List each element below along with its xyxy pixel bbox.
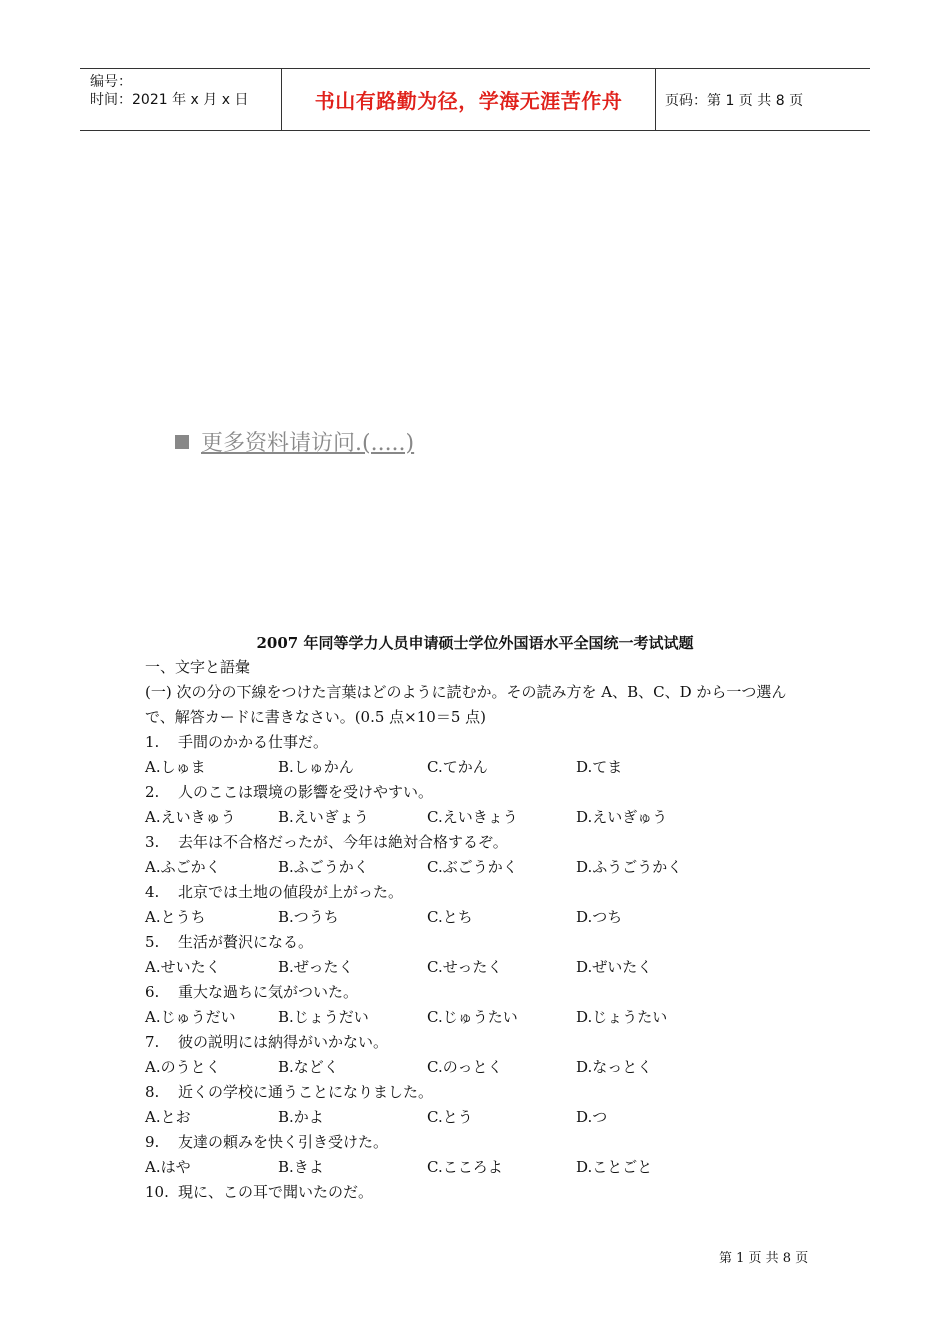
promo-link[interactable]: 更多资料请访问.(.....) [201, 431, 415, 456]
option-d: D.つ [576, 1108, 608, 1126]
question-text: 生活が贅沢になる。 [178, 933, 314, 951]
question-text: 北京では土地の値段が上がった。 [178, 883, 404, 901]
header-meta [90, 73, 248, 109]
promo-line [175, 426, 414, 457]
option-a: A.とうち [145, 908, 206, 926]
document-body [145, 655, 815, 1205]
document-title: 2007 年同等学力人员申请硕士学位外国语水平全国统一考试试题 [256, 634, 694, 652]
question-9 [145, 1130, 815, 1180]
header-page-info: 页码：第 1 页 共 8 页 [665, 92, 804, 109]
option-b: B.じょうだい [278, 1008, 369, 1026]
option-d: D.ぜいたく [576, 958, 653, 976]
page-footer: 第 1 页 共 8 页 [719, 1251, 809, 1266]
option-c: C.こころよ [427, 1158, 503, 1176]
page-header [80, 68, 870, 131]
time-label: 时间：2021 年 x 月 x 日 [90, 92, 249, 108]
number-label: 编号： [90, 74, 132, 90]
question-6 [145, 980, 815, 1030]
option-d: D.じょうたい [576, 1008, 668, 1026]
option-b: B.きよ [278, 1158, 324, 1176]
question-5 [145, 930, 815, 980]
question-number: 6. [145, 983, 160, 1001]
section-heading: 一、文字と語彙 [145, 658, 251, 676]
option-c: C.じゅうたい [427, 1008, 518, 1026]
option-d: D.てま [576, 758, 623, 776]
square-bullet-icon [175, 435, 189, 449]
question-number: 7. [145, 1033, 160, 1051]
option-c: C.とち [427, 908, 473, 926]
option-a: A.ふごかく [145, 858, 221, 876]
question-10 [145, 1180, 815, 1205]
question-number: 8. [145, 1083, 160, 1101]
question-text: 人のここは環境の影響を受けやすい。 [178, 783, 434, 801]
option-d: D.つち [576, 908, 623, 926]
question-number: 4. [145, 883, 160, 901]
option-b: B.かよ [278, 1108, 324, 1126]
option-d: D.ことごと [576, 1158, 653, 1176]
option-d: D.ふうごうかく [576, 858, 683, 876]
question-text: 近くの学校に通うことになりました。 [178, 1083, 434, 1101]
option-a: A.じゅうだい [145, 1008, 236, 1026]
option-b: B.ぜったく [278, 958, 354, 976]
question-number: 9. [145, 1133, 160, 1151]
option-a: A.しゅま [145, 758, 206, 776]
option-a: A.のうとく [145, 1058, 221, 1076]
question-8 [145, 1080, 815, 1130]
question-text: 友達の頼みを快く引き受けた。 [178, 1133, 389, 1151]
option-a: A.せいたく [145, 958, 221, 976]
question-text: 手間のかかる仕事だ。 [178, 733, 329, 751]
header-motto: 书山有路勤为径，学海无涯苦作舟 [281, 69, 656, 130]
option-d: D.えいぎゅう [576, 808, 668, 826]
question-text: 重大な過ちに気がついた。 [178, 983, 359, 1001]
question-text: 現に、この耳で聞いたのだ。 [178, 1183, 374, 1201]
question-number: 1. [145, 733, 160, 751]
option-c: C.てかん [427, 758, 488, 776]
option-b: B.つうち [278, 908, 339, 926]
option-b: B.ふごうかく [278, 858, 369, 876]
option-c: C.ぶごうかく [427, 858, 518, 876]
option-d: D.なっとく [576, 1058, 653, 1076]
question-number: 3. [145, 833, 160, 851]
option-a: A.はや [145, 1158, 191, 1176]
option-b: B.などく [278, 1058, 339, 1076]
question-1 [145, 730, 815, 780]
option-b: B.えいぎょう [278, 808, 369, 826]
question-7 [145, 1030, 815, 1080]
option-c: C.えいきょう [427, 808, 518, 826]
option-c: C.とう [427, 1108, 473, 1126]
option-a: A.えいきゅう [145, 808, 236, 826]
instruction-text: (一) 次の分の下線をつけた言葉はどのように読むか。その読み方を A、B、C、D から一つ選んで、解答カードに書きなさい。(0.5 点×10＝5 点) [145, 683, 787, 726]
question-number: 5. [145, 933, 160, 951]
question-4 [145, 880, 815, 930]
question-2 [145, 780, 815, 830]
option-b: B.しゅかん [278, 758, 354, 776]
option-c: C.のっとく [427, 1058, 503, 1076]
option-a: A.とお [145, 1108, 191, 1126]
question-text: 去年は不合格だったが、今年は絶対合格するぞ。 [178, 833, 508, 851]
question-3 [145, 830, 815, 880]
option-c: C.せったく [427, 958, 503, 976]
question-number: 10. [145, 1183, 169, 1201]
question-text: 彼の説明には納得がいかない。 [178, 1033, 389, 1051]
question-number: 2. [145, 783, 160, 801]
